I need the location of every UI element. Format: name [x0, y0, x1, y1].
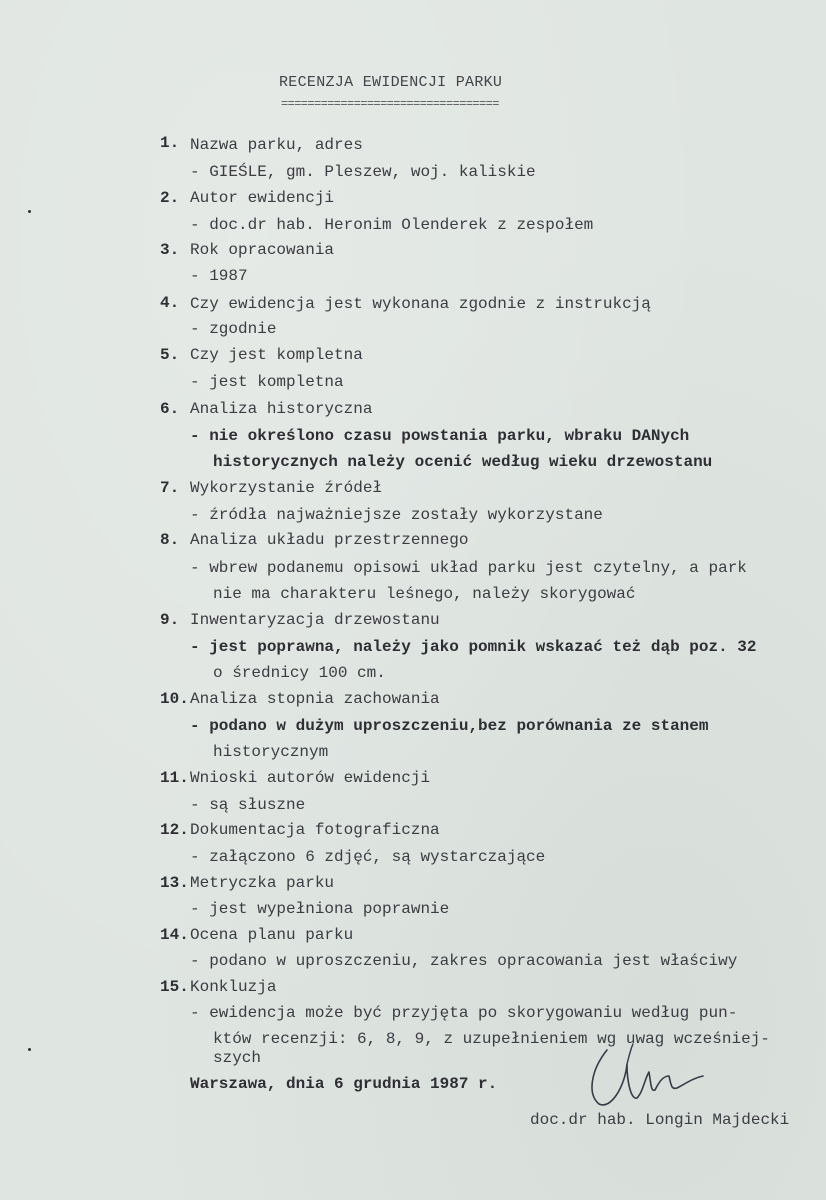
item-question: Ocena planu parku: [190, 926, 354, 944]
item-number: 11.: [160, 769, 189, 787]
item-number: 4.: [160, 294, 180, 312]
item-answer-continued: któw recenzji: 6, 8, 9, z uzupełnieniem wg uwag wcześniej-: [213, 1030, 770, 1048]
document-title: RECENZJA EWIDENCJI PARKU: [279, 74, 503, 91]
item-question: Wnioski autorów ewidencji: [190, 769, 431, 787]
item-question: Konkluzja: [190, 978, 277, 996]
title-underline: =================================: [281, 98, 499, 110]
item-answer: - wbrew podanemu opisowi układ parku jest czytelny, a park: [190, 559, 747, 577]
item-answer: - jest kompletna: [190, 373, 344, 391]
item-number: 12.: [160, 821, 189, 839]
item-answer: - podano w uproszczeniu, zakres opracowania jest właściwy: [190, 952, 738, 970]
margin-dot: [28, 1048, 31, 1051]
margin-dot: [28, 210, 31, 213]
item-answer: - nie określono czasu powstania parku, wbraku DANych: [190, 427, 690, 445]
item-answer: - jest poprawna, należy jako pomnik wskazać też dąb poz. 32: [190, 638, 757, 656]
item-answer: - podano w dużym uproszczeniu,bez porównania ze stanem: [190, 717, 709, 735]
item-question: Inwentaryzacja drzewostanu: [190, 611, 440, 629]
item-answer: - jest wypełniona poprawnie: [190, 900, 450, 918]
item-number: 9.: [160, 611, 180, 629]
item-question: Analiza historyczna: [190, 400, 373, 418]
item-answer-continued: historycznych należy ocenić według wieku drzewostanu: [213, 453, 713, 471]
item-answer: - załączono 6 zdjęć, są wystarczające: [190, 848, 546, 866]
item-answer-continued: szych: [213, 1049, 262, 1067]
item-number: 8.: [160, 531, 180, 549]
item-answer: - GIEŚLE, gm. Pleszew, woj. kaliskie: [190, 163, 536, 181]
item-number: 6.: [160, 400, 180, 418]
item-number: 3.: [160, 241, 180, 259]
item-question: Nazwa parku, adres: [190, 136, 363, 154]
item-question: Analiza stopnia zachowania: [190, 690, 440, 708]
item-number: 15.: [160, 978, 189, 996]
item-number: 10.: [160, 690, 189, 708]
item-number: 1.: [160, 134, 180, 152]
item-answer: - są słuszne: [190, 796, 306, 814]
signatory-name: doc.dr hab. Longin Majdecki: [530, 1111, 790, 1129]
item-question: Rok opracowania: [190, 241, 335, 259]
item-question: Czy ewidencja jest wykonana zgodnie z instrukcją: [190, 295, 651, 313]
item-answer: - 1987: [190, 267, 248, 285]
item-number: 13.: [160, 874, 189, 892]
item-question: Czy jest kompletna: [190, 346, 363, 364]
item-number: 14.: [160, 926, 189, 944]
item-answer-continued: o średnicy 100 cm.: [213, 664, 386, 682]
item-question: Wykorzystanie źródeł: [190, 479, 383, 497]
item-answer: - ewidencja może być przyjęta po skorygowaniu według pun-: [190, 1004, 738, 1022]
place-and-date: Warszawa, dnia 6 grudnia 1987 r.: [190, 1075, 498, 1093]
item-question: Dokumentacja fotograficzna: [190, 821, 440, 839]
item-question: Autor ewidencji: [190, 189, 335, 207]
item-number: 5.: [160, 346, 180, 364]
item-question: Analiza układu przestrzennego: [190, 531, 469, 549]
item-answer-continued: historycznym: [213, 743, 329, 761]
item-answer-continued: nie ma charakteru leśnego, należy skorygować: [213, 585, 636, 603]
item-answer: - doc.dr hab. Heronim Olenderek z zespołem: [190, 216, 594, 234]
item-answer: - źródła najważniejsze zostały wykorzystane: [190, 506, 603, 524]
item-number: 7.: [160, 479, 180, 497]
item-answer: - zgodnie: [190, 320, 277, 338]
handwritten-signature: [585, 1042, 725, 1114]
item-number: 2.: [160, 189, 180, 207]
item-question: Metryczka parku: [190, 874, 335, 892]
